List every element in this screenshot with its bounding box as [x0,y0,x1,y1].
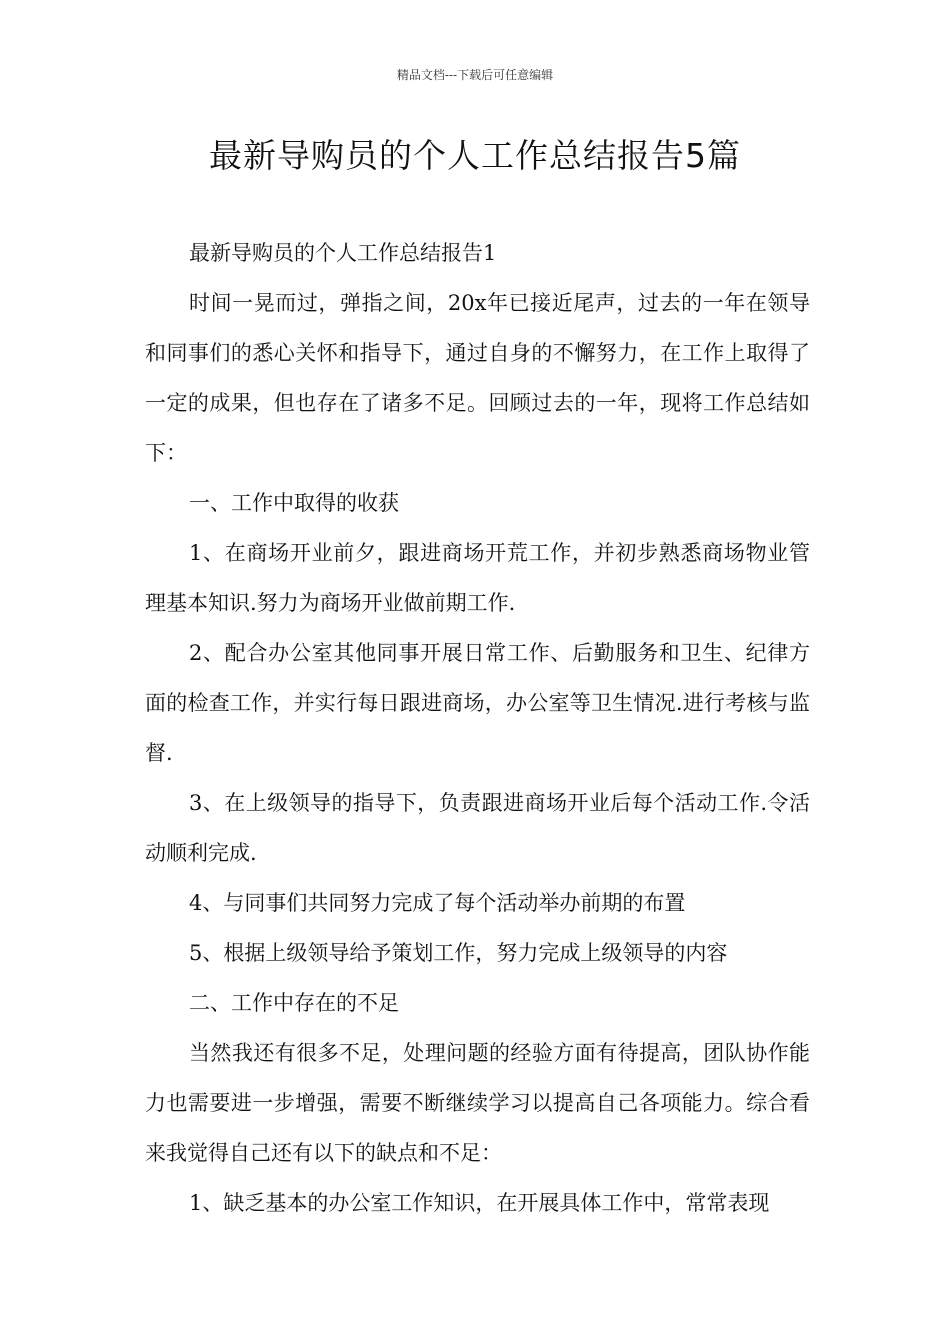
gain-item-3: 3、在上级领导的指导下，负责跟进商场开业后每个活动工作.令活动顺利完成. [145,791,810,865]
section-heading-shortcomings: 二、工作中存在的不足 [189,991,399,1015]
section-heading-gains: 一、工作中取得的收获 [189,491,399,515]
intro-paragraph: 时间一晃而过，弹指之间，20x年已接近尾声，过去的一年在领导和同事们的悉心关怀和指导下，通过自身的不懈努力，在工作上取得了一定的成果，但也存在了诸多不足。回顾过去的一年，现将工作总结如下： [145,291,810,465]
gain-item-4: 4、与同事们共同努力完成了每个活动举办前期的布置 [189,891,686,915]
document-body [145,228,810,1228]
section-heading-report-1: 最新导购员的个人工作总结报告1 [189,241,497,265]
header-note: 精品文档---下载后可任意编辑 [396,68,554,82]
gain-item-5: 5、根据上级领导给予策划工作，努力完成上级领导的内容 [189,941,728,965]
shortcomings-paragraph: 当然我还有很多不足，处理问题的经验方面有待提高，团队协作能力也需要进一步增强，需要不断继续学习以提高自己各项能力。综合看来我觉得自己还有以下的缺点和不足： [145,1041,810,1165]
shortcoming-item-1: 1、缺乏基本的办公室工作知识，在开展具体工作中，常常表现 [189,1191,770,1215]
gain-item-1: 1、在商场开业前夕，跟进商场开荒工作，并初步熟悉商场物业管理基本知识.努力为商场开业做前期工作. [145,541,810,615]
document-title: 最新导购员的个人工作总结报告5篇 [209,136,741,175]
gain-item-2: 2、配合办公室其他同事开展日常工作、后勤服务和卫生、纪律方面的检查工作，并实行每日跟进商场，办公室等卫生情况.进行考核与监督. [145,641,810,765]
